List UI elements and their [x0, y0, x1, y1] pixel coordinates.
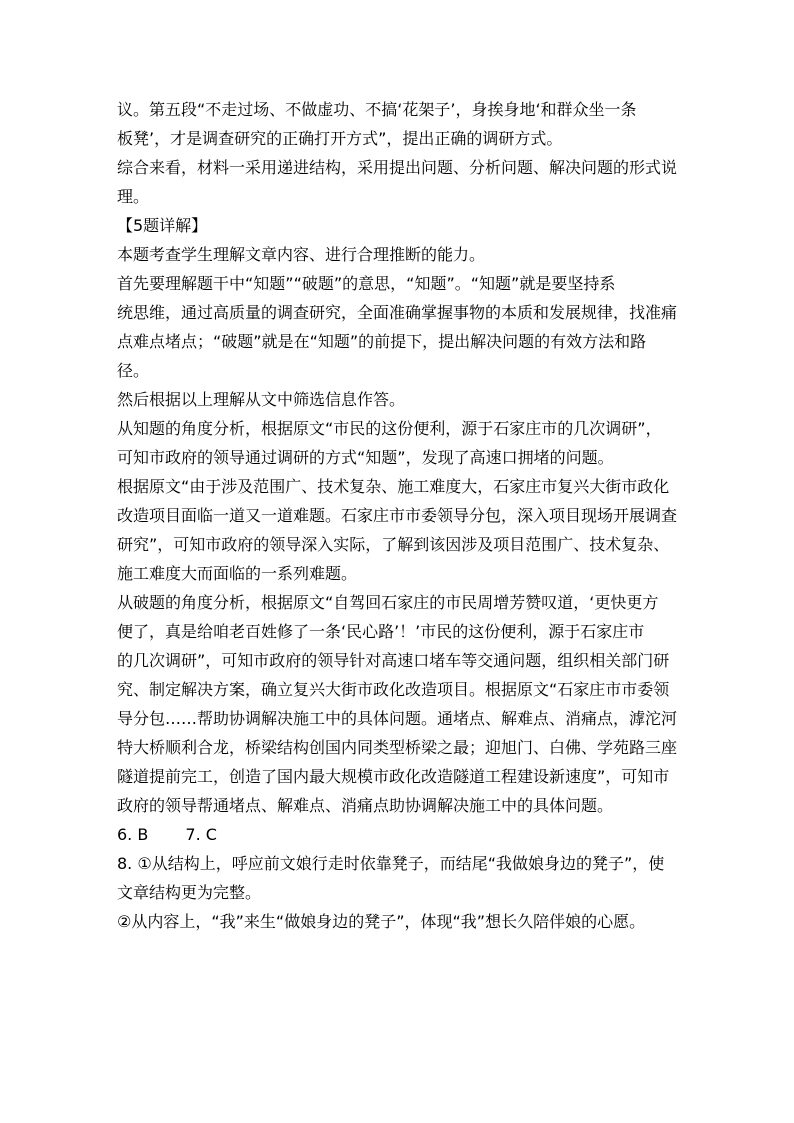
text-line: 施工难度大而面临的一系列难题。 [117, 564, 358, 583]
text-line: 从知题的角度分析，根据原文“市民的这份便利，源于石家庄市的几次调研”， [117, 419, 662, 438]
text-line: 8. ①从结构上，呼应前文娘行走时依靠凳子，而结尾“我做娘身边的凳子”，使 [117, 854, 665, 873]
text-line: 统思维，通过高质量的调查研究，全面准确掌握事物的本质和发展规律，找准痛 [117, 303, 678, 322]
text-line: 综合来看，材料一采用递进结构，采用提出问题、分析问题、解决问题的形式说 [117, 158, 678, 177]
text-line: 可知市政府的领导通过调研的方式“知题”，发现了高速口拥堵的问题。 [117, 448, 614, 467]
answer-row [117, 820, 678, 849]
answer-q7: 7. C [185, 825, 217, 844]
text-line: 首先要理解题干中“知题”“破题”的意思，“知题”。“知题”就是要坚持系 [117, 274, 616, 293]
text-line: 然后根据以上理解从文中筛选信息作答。 [117, 390, 406, 409]
text-line: 便了，真是给咱老百姓修了一条‘民心路’！’市民的这份便利，源于石家庄市 [117, 622, 645, 641]
text-line: 究、制定解决方案，确立复兴大街市政化改造项目。根据原文“石家庄市市委领 [117, 680, 670, 699]
text-line: 导分包……帮助协调解决施工中的具体问题。通堵点、解难点、消痛点，滹沱河 [117, 709, 678, 728]
text-line: ②从内容上，“我”来生“做娘身边的凳子”，体现“我”想长久陪伴娘的心愿。 [117, 912, 646, 931]
text-line: 文章结构更为完整。 [117, 883, 262, 902]
text-line: 特大桥顺利合龙，桥梁结构创国内同类型桥梁之最；迎旭门、白佛、学苑路三座 [117, 738, 678, 757]
text-line: 政府的领导帮通堵点、解难点、消痛点助协调解决施工中的具体问题。 [117, 796, 614, 815]
text-line: 板凳’，才是调查研究的正确打开方式”，提出正确的调研方式。 [117, 129, 563, 148]
section-heading: 【5题详解】 [117, 216, 208, 235]
answer-q6: 6. B [117, 825, 149, 844]
text-line: 根据原文“由于涉及范围广、技术复杂、施工难度大，石家庄市复兴大街市政化 [117, 477, 670, 496]
document-body [117, 95, 678, 936]
text-line: 隧道提前完工，创造了国内最大规模市政化改造隧道工程建设新速度”，可知市 [117, 767, 670, 786]
text-line: 议。第五段“不走过场、不做虚功、不搞‘花架子’，身挨身地‘和群众坐一条 [117, 100, 637, 119]
text-line: 的几次调研”，可知市政府的领导针对高速口堵车等交通问题，组织相关部门研 [117, 651, 670, 670]
text-line: 径。 [117, 361, 150, 380]
text-line: 点难点堵点；“破题”就是在“知题”的前提下，提出解决问题的有效方法和路 [117, 332, 647, 351]
text-line: 从破题的角度分析，根据原文“自驾回石家庄的市民周增芳赞叹道，‘更快更方 [117, 593, 659, 612]
text-line: 理。 [117, 187, 150, 206]
text-line: 本题考查学生理解文章内容、进行合理推断的能力。 [117, 245, 486, 264]
text-line: 研究”，可知市政府的领导深入实际，了解到该因涉及项目范围广、技术复杂、 [117, 535, 670, 554]
text-line: 改造项目面临一道又一道难题。石家庄市市委领导分包，深入项目现场开展调查 [117, 506, 678, 525]
